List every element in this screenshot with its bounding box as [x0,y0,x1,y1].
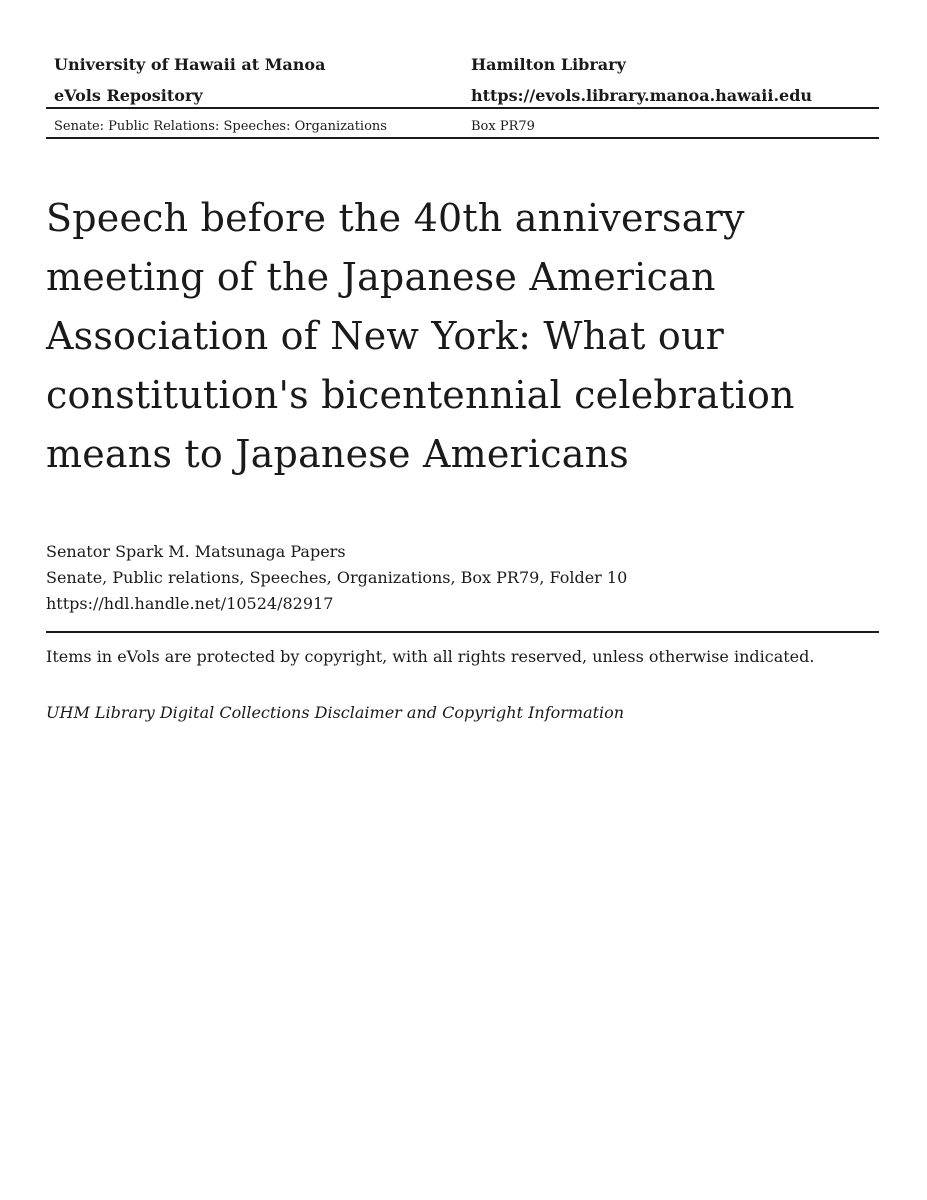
document-title: Speech before the 40th anniversary meeting of the Japanese American Association of New York: What our constitution's bicentennial celebration means to Japanese Americans [46,196,795,476]
header-divider-top [46,107,879,109]
disclaimer-link[interactable]: UHM Library Digital Collections Disclaimer and Copyright Information [46,703,625,722]
handle-link[interactable]: https://hdl.handle.net/10524/82917 [46,594,334,613]
repository-name: eVols Repository [54,86,203,105]
folder-location: Senate, Public relations, Speeches, Organizations, Box PR79, Folder 10 [46,568,628,587]
library-name: Hamilton Library [471,55,626,74]
repository-url: https://evols.library.manoa.hawaii.edu [471,86,813,105]
collection-path: Senate: Public Relations: Speeches: Organizations [54,119,387,134]
institution-name: University of Hawaii at Manoa [54,55,326,74]
copyright-notice: Items in eVols are protected by copyright, with all rights reserved, unless otherwise indicated. [46,647,815,666]
header-divider-bottom [46,137,879,139]
footer-divider [46,631,879,633]
collection-name: Senator Spark M. Matsunaga Papers [46,542,346,561]
document-metadata [46,539,879,617]
box-label: Box PR79 [471,119,535,134]
